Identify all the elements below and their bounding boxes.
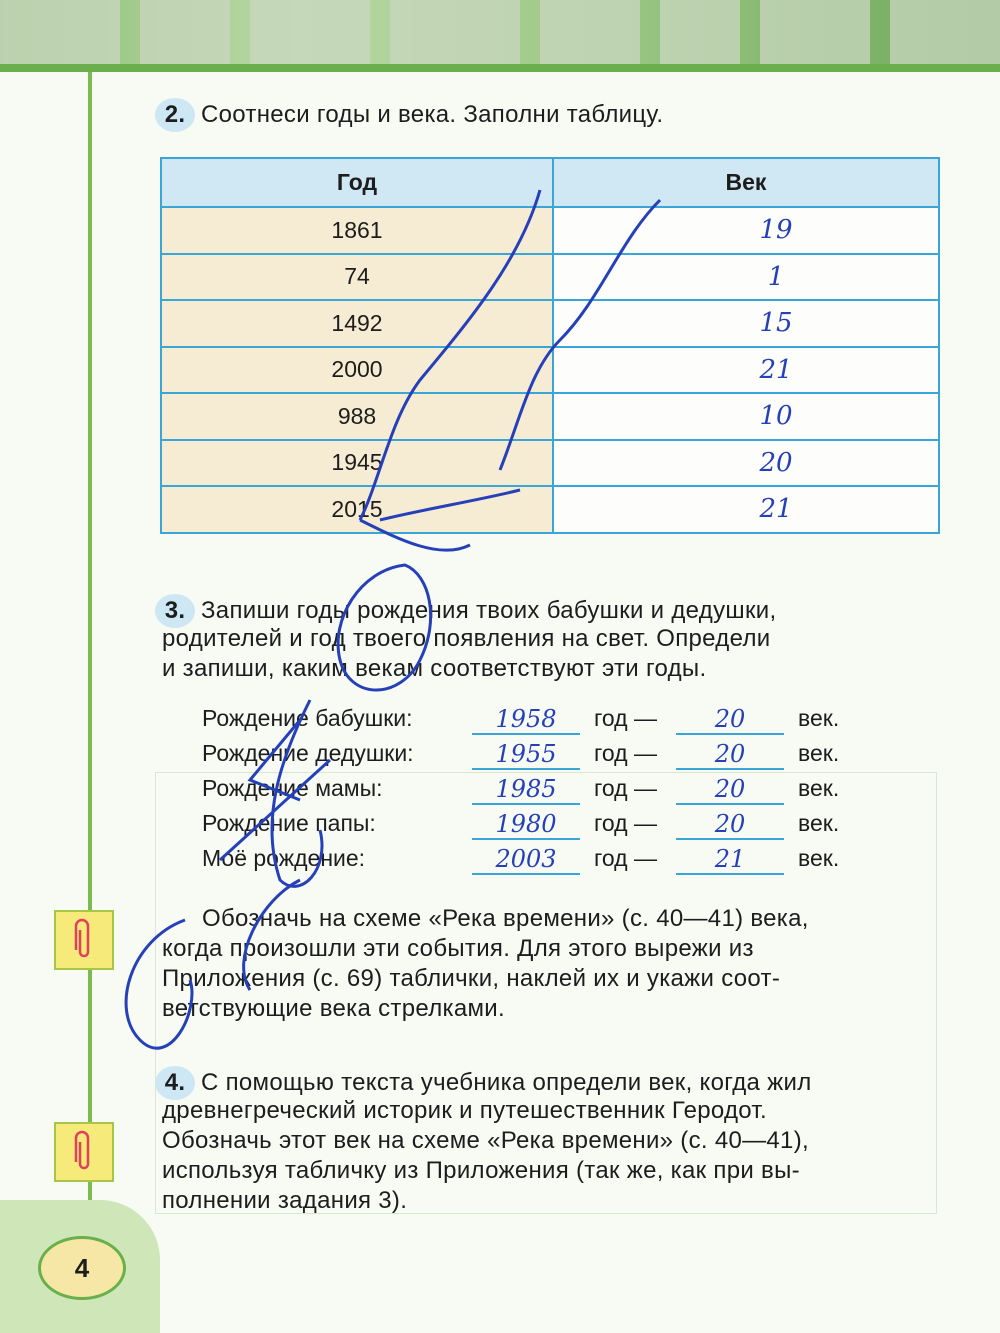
birth-label: Рождение дедушки:	[202, 740, 414, 766]
task-2-heading	[155, 98, 663, 132]
handwritten-answer: 21	[759, 354, 793, 385]
task-number: 4.	[155, 1066, 195, 1100]
century-field[interactable]	[676, 810, 784, 840]
handwritten-answer: 15	[759, 308, 793, 339]
century-field[interactable]	[676, 845, 784, 875]
year-field[interactable]	[472, 705, 580, 735]
task-text-line: используя табличку из Приложения (так же, как при вы-	[162, 1157, 800, 1184]
century-cell[interactable]	[553, 486, 939, 533]
header-year: Год	[161, 158, 553, 207]
handwritten-answer: 1	[767, 261, 785, 292]
banner-photo	[660, 0, 740, 72]
handwritten-answer: 1980	[495, 810, 557, 838]
year-cell: 74	[161, 254, 553, 301]
task-note-line: когда произошли эти события. Для этого вырежи из	[162, 935, 754, 962]
banner-photo	[0, 0, 120, 72]
birth-row	[202, 740, 862, 770]
table-row	[161, 347, 939, 394]
task-text-line: полнении задания 3).	[162, 1187, 408, 1214]
century-field[interactable]	[676, 775, 784, 805]
table-row	[161, 486, 939, 533]
vek-label: век.	[798, 775, 840, 801]
page-number: 4	[38, 1236, 126, 1300]
task-note-line: Приложения (с. 69) таблички, наклей их и укажи соот-	[162, 965, 781, 992]
century-field[interactable]	[676, 740, 784, 770]
year-field[interactable]	[472, 775, 580, 805]
birth-row	[202, 810, 862, 840]
birth-label: Моё рождение:	[202, 845, 366, 871]
task-text-line: родителей и год твоего появления на свет. Определи	[162, 625, 771, 652]
task-number: 2.	[155, 98, 195, 132]
century-field[interactable]	[676, 705, 784, 735]
vek-label: век.	[798, 740, 840, 766]
task-text-line: и запиши, каким векам соответствуют эти годы.	[162, 655, 707, 682]
task-3-heading	[155, 594, 776, 628]
paperclip-icon	[54, 1122, 114, 1182]
god-label: год —	[594, 740, 657, 766]
year-cell: 2015	[161, 486, 553, 533]
vek-label: век.	[798, 845, 840, 871]
handwritten-answer: 1985	[495, 775, 557, 803]
vek-label: век.	[798, 810, 840, 836]
god-label: год —	[594, 810, 657, 836]
century-cell[interactable]	[553, 207, 939, 254]
year-cell: 2000	[161, 347, 553, 394]
handwritten-answer: 21	[759, 494, 793, 525]
paperclip-icon	[54, 910, 114, 970]
table-row	[161, 207, 939, 254]
table-header-row	[161, 158, 939, 207]
table-row	[161, 440, 939, 487]
birth-label: Рождение бабушки:	[202, 705, 413, 731]
handwritten-answer: 1955	[495, 740, 557, 768]
header-century: Век	[553, 158, 939, 207]
handwritten-answer: 20	[714, 705, 746, 733]
header-banner	[0, 0, 1000, 72]
handwritten-answer: 20	[714, 810, 746, 838]
handwritten-answer: 10	[759, 401, 793, 432]
years-table	[160, 157, 940, 534]
handwritten-answer: 19	[759, 215, 793, 246]
task-4-heading	[155, 1066, 812, 1100]
handwritten-answer: 1958	[495, 705, 557, 733]
birth-label: Рождение мамы:	[202, 775, 383, 801]
year-field[interactable]	[472, 740, 580, 770]
handwritten-answer: 20	[714, 740, 746, 768]
handwritten-answer: 20	[714, 775, 746, 803]
banner-photo	[540, 0, 640, 72]
handwritten-answer: 20	[759, 447, 793, 478]
year-cell: 1945	[161, 440, 553, 487]
banner-photo	[140, 0, 230, 72]
god-label: год —	[594, 845, 657, 871]
task-text-line: С помощью текста учебника определи век, когда жил	[201, 1069, 812, 1096]
year-cell: 1492	[161, 300, 553, 347]
birth-row	[202, 705, 862, 735]
century-cell[interactable]	[553, 254, 939, 301]
century-cell[interactable]	[553, 347, 939, 394]
task-text-line: Запиши годы рождения твоих бабушки и дедушки,	[201, 597, 777, 624]
task-number: 3.	[155, 594, 195, 628]
century-cell[interactable]	[553, 393, 939, 440]
god-label: год —	[594, 705, 657, 731]
year-field[interactable]	[472, 810, 580, 840]
table-row	[161, 300, 939, 347]
banner-photo	[390, 0, 520, 72]
god-label: год —	[594, 775, 657, 801]
year-cell: 1861	[161, 207, 553, 254]
table-row	[161, 254, 939, 301]
birth-row	[202, 775, 862, 805]
task-text-line: древнегреческий историк и путешественник Геродот.	[162, 1097, 768, 1124]
vek-label: век.	[798, 705, 840, 731]
handwritten-answer: 21	[714, 845, 746, 873]
task-note-line: Обозначь на схеме «Река времени» (с. 40—41) века,	[202, 905, 809, 932]
task-note-line: ветствующие века стрелками.	[162, 995, 505, 1022]
banner-photo	[760, 0, 870, 72]
task-text: Соотнеси годы и века. Заполни таблицу.	[201, 101, 664, 128]
banner-stripe	[0, 64, 1000, 72]
century-cell[interactable]	[553, 300, 939, 347]
table-row	[161, 393, 939, 440]
century-cell[interactable]	[553, 440, 939, 487]
year-field[interactable]	[472, 845, 580, 875]
birth-row	[202, 845, 862, 875]
year-cell: 988	[161, 393, 553, 440]
banner-photo	[890, 0, 1000, 72]
margin-line	[88, 72, 92, 1272]
handwritten-answer: 2003	[495, 845, 557, 873]
task-text-line: Обозначь этот век на схеме «Река времени» (с. 40—41),	[162, 1127, 809, 1154]
banner-photo	[250, 0, 370, 72]
birth-label: Рождение папы:	[202, 810, 376, 836]
